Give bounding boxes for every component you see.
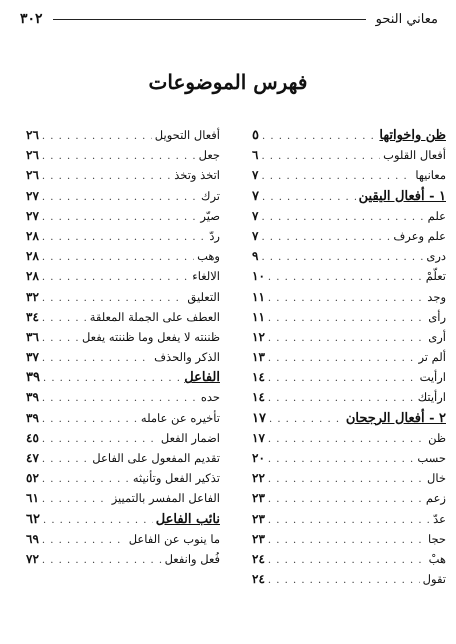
toc-entry-title: رأى bbox=[428, 309, 446, 324]
dot-leader bbox=[42, 272, 189, 283]
toc-entry-title: علم وعرف bbox=[393, 228, 446, 243]
toc-entry-page: ٢٦ bbox=[26, 148, 39, 163]
toc-entry-title: ١ - أفعال اليقين bbox=[358, 188, 446, 204]
toc-entry-page: ١١ bbox=[252, 309, 265, 324]
toc-entry-page: ٧٢ bbox=[26, 551, 39, 566]
toc-entry bbox=[252, 350, 446, 370]
dot-leader bbox=[268, 454, 414, 465]
toc-entry bbox=[252, 249, 446, 269]
dot-leader bbox=[42, 434, 158, 445]
toc-entry bbox=[26, 209, 220, 229]
toc-entry-title: معانيها bbox=[415, 168, 446, 183]
page-number: ٣٠٢ bbox=[20, 11, 43, 27]
dot-leader bbox=[42, 171, 171, 182]
toc-entry bbox=[26, 512, 220, 532]
toc-entry-title: ترك bbox=[200, 188, 220, 203]
toc-entry-page: ٧ bbox=[252, 168, 259, 183]
toc-entry-title: التعليق bbox=[187, 289, 220, 304]
toc-entry-page: ٥٢ bbox=[26, 471, 39, 486]
toc-entry-page: ٦١ bbox=[26, 491, 39, 506]
toc-entry-title: زعم bbox=[425, 491, 446, 506]
toc-entry-title: فُعل وانفعل bbox=[164, 551, 220, 566]
toc-entry-page: ١٤ bbox=[252, 390, 265, 405]
toc-entry-page: ٢٢ bbox=[252, 471, 265, 486]
toc-entry bbox=[252, 189, 446, 209]
toc-entry-title: جعل bbox=[198, 148, 220, 163]
dot-leader bbox=[268, 333, 425, 344]
dot-leader bbox=[261, 171, 412, 182]
dot-leader bbox=[42, 414, 138, 425]
toc-entry-page: ٧ bbox=[252, 188, 259, 204]
toc-entry bbox=[26, 310, 220, 330]
dot-leader bbox=[268, 313, 425, 324]
toc-entry-title: هبْ bbox=[428, 551, 446, 566]
dot-leader bbox=[42, 474, 130, 485]
toc-entry-title: أرى bbox=[428, 329, 446, 344]
toc-entry bbox=[252, 411, 446, 431]
toc-entry-page: ٢٦ bbox=[26, 128, 39, 142]
toc-entry-title: تعلّمْ bbox=[425, 269, 446, 284]
toc-entry-page: ٢٤ bbox=[252, 551, 265, 566]
toc-entry-title: اضمار الفعل bbox=[160, 430, 220, 445]
toc-entry-title: ظننته لا يفعل وما ظننته يفعل bbox=[81, 329, 220, 344]
toc-entry-page: ٤٥ bbox=[26, 430, 39, 445]
toc-entry bbox=[26, 229, 220, 249]
toc-entry-title: تأخيره عن عامله bbox=[140, 410, 220, 425]
toc-entry bbox=[252, 390, 446, 410]
toc-entry-title: ٢ - أفعال الرجحان bbox=[345, 410, 446, 426]
dot-leader bbox=[42, 252, 194, 263]
toc-entry bbox=[26, 390, 220, 410]
toc-column-left bbox=[26, 128, 220, 572]
toc-entry bbox=[252, 290, 446, 310]
toc-entry bbox=[26, 330, 220, 350]
toc-entry-title: ردّ bbox=[209, 228, 220, 243]
toc-entry-page: ٣٦ bbox=[26, 329, 39, 344]
toc-entry-page: ١٠ bbox=[252, 269, 265, 284]
toc-entry bbox=[26, 451, 220, 471]
dot-leader bbox=[42, 454, 89, 465]
toc-entry-page: ٣٩ bbox=[26, 370, 40, 386]
toc-entry-title: الالغاء bbox=[192, 269, 220, 284]
toc-entry-page: ٢٨ bbox=[26, 269, 39, 284]
toc-entry-title: اتخذ وتخذ bbox=[174, 168, 220, 183]
toc-entry-title: ما ينوب عن الفاعل bbox=[128, 531, 220, 546]
toc-entry-title: ظن واخواتها bbox=[379, 128, 446, 143]
toc-entry bbox=[26, 471, 220, 491]
toc-entry bbox=[26, 128, 220, 148]
toc-entry-title: الذكر والحذف bbox=[154, 350, 220, 365]
toc-entry-title: خال bbox=[427, 471, 446, 486]
toc-entry-title: ارأيت bbox=[419, 370, 446, 385]
toc-entry-title: الفاعل bbox=[184, 370, 220, 386]
toc-entry-page: ٦ bbox=[252, 148, 259, 163]
dot-leader bbox=[42, 393, 198, 404]
dot-leader bbox=[268, 373, 417, 384]
toc-entry bbox=[26, 491, 220, 511]
toc-entry-page: ١٤ bbox=[252, 370, 265, 385]
dot-leader bbox=[262, 192, 356, 203]
toc-entry bbox=[26, 269, 220, 289]
toc-entry-title: تقديم المفعول على الفاعل bbox=[92, 451, 220, 465]
dot-leader bbox=[42, 232, 206, 243]
toc-entry-title: ألم تر bbox=[418, 350, 446, 365]
toc-entry bbox=[252, 168, 446, 188]
toc-entry bbox=[252, 532, 446, 552]
toc-entry bbox=[252, 491, 446, 511]
toc-entry-title: تذكير الفعل وتأنيثه bbox=[132, 471, 220, 486]
toc-entry-page: ٣٩ bbox=[26, 390, 39, 405]
toc-entry bbox=[252, 471, 446, 491]
toc-entry bbox=[26, 411, 220, 431]
index-title: فهرس الموضوعات bbox=[148, 70, 308, 94]
toc-entry bbox=[252, 572, 446, 592]
toc-entry-page: ٢٧ bbox=[26, 208, 39, 223]
toc-entry bbox=[252, 451, 446, 471]
dot-leader bbox=[268, 474, 424, 485]
toc-entry bbox=[252, 552, 446, 572]
toc-entry-title: درى bbox=[426, 249, 446, 264]
dot-leader bbox=[261, 212, 424, 223]
toc-entry-title: أفعال القلوب bbox=[383, 148, 446, 163]
dot-leader bbox=[42, 131, 152, 142]
toc-entry bbox=[26, 249, 220, 269]
toc-entry-page: ٦٢ bbox=[26, 511, 40, 527]
toc-entry bbox=[252, 512, 446, 532]
toc-entry bbox=[252, 310, 446, 330]
toc-entry bbox=[252, 148, 446, 168]
dot-leader bbox=[261, 252, 423, 263]
toc-entry-title: عدّ bbox=[433, 511, 446, 526]
dot-leader bbox=[268, 494, 423, 505]
dot-leader bbox=[268, 555, 426, 566]
toc-entry-page: ١٧ bbox=[252, 410, 266, 426]
dot-leader bbox=[261, 151, 380, 162]
toc-entry-title: تقول bbox=[422, 572, 446, 587]
toc-entry bbox=[252, 431, 446, 451]
toc-entry-page: ١٢ bbox=[252, 329, 265, 344]
toc-entry-page: ٢٧ bbox=[26, 188, 39, 203]
toc-entry bbox=[252, 229, 446, 249]
toc-entry-page: ٢٨ bbox=[26, 249, 39, 264]
dot-leader bbox=[42, 535, 126, 546]
dot-leader bbox=[268, 353, 416, 364]
dot-leader bbox=[42, 494, 109, 505]
toc-entry bbox=[26, 350, 220, 370]
header-rule bbox=[53, 19, 366, 20]
dot-leader bbox=[268, 575, 420, 586]
dot-leader bbox=[268, 515, 430, 526]
toc-entry bbox=[26, 189, 220, 209]
toc-entry-title: الفاعل المفسر بالتمييز bbox=[111, 491, 220, 506]
toc-entry bbox=[252, 128, 446, 148]
dot-leader bbox=[268, 434, 425, 445]
dot-leader bbox=[42, 192, 198, 203]
dot-leader bbox=[261, 232, 390, 243]
dot-leader bbox=[268, 293, 424, 304]
dot-leader bbox=[42, 293, 185, 304]
dot-leader bbox=[42, 555, 162, 566]
toc-entry-page: ٣٩ bbox=[26, 410, 39, 425]
dot-leader bbox=[269, 414, 343, 425]
dot-leader bbox=[42, 333, 79, 344]
toc-entry-title: حده bbox=[200, 390, 220, 405]
toc-entry-page: ٣٧ bbox=[26, 350, 39, 365]
toc-entry-title: علم bbox=[427, 208, 446, 223]
toc-entry-page: ٧ bbox=[252, 208, 259, 223]
toc-entry-title: صيّر bbox=[200, 208, 220, 223]
toc-entry-page: ٢٣ bbox=[252, 531, 265, 546]
toc-entry-page: ٢٤ bbox=[252, 572, 265, 587]
dot-leader bbox=[268, 272, 423, 283]
toc-entry-title: حسب bbox=[417, 451, 446, 465]
running-header bbox=[20, 8, 438, 30]
toc-entry-page: ٥ bbox=[252, 128, 259, 143]
toc-entry-page: ٤٧ bbox=[26, 451, 39, 465]
dot-leader bbox=[268, 535, 425, 546]
toc-entry bbox=[26, 552, 220, 572]
toc-entry bbox=[252, 330, 446, 350]
toc-entry bbox=[26, 290, 220, 310]
toc-entry bbox=[252, 370, 446, 390]
toc-entry bbox=[26, 148, 220, 168]
dot-leader bbox=[268, 393, 415, 404]
toc-entry-page: ١٧ bbox=[252, 430, 265, 445]
toc-entry-page: ٢٠ bbox=[252, 451, 265, 465]
dot-leader bbox=[42, 212, 198, 223]
toc-entry-title: حجا bbox=[427, 531, 446, 546]
toc-column-right bbox=[252, 128, 446, 592]
toc-entry-page: ٢٣ bbox=[252, 511, 265, 526]
toc-entry-title: العطف على الجملة المعلقة bbox=[89, 309, 220, 324]
toc-entry-page: ٦٩ bbox=[26, 531, 39, 546]
toc-entry-page: ٢٣ bbox=[252, 491, 265, 506]
dot-leader bbox=[42, 313, 87, 324]
toc-entry-page: ٢٦ bbox=[26, 168, 39, 183]
toc-entry-page: ١٣ bbox=[252, 350, 265, 365]
toc-entry-page: ٩ bbox=[252, 249, 259, 264]
toc-entry-title: نائب الفاعل bbox=[155, 511, 220, 527]
toc-entry-page: ٧ bbox=[252, 228, 259, 243]
toc-entry-page: ٣٢ bbox=[26, 289, 39, 304]
toc-entry-title: ظن bbox=[428, 430, 446, 445]
toc-entry-page: ١١ bbox=[252, 289, 265, 304]
toc-entry-title: وجد bbox=[427, 289, 446, 304]
toc-entry-title: ارأيتك bbox=[417, 390, 446, 405]
toc-entry-page: ٣٤ bbox=[26, 309, 39, 324]
toc-entry bbox=[26, 168, 220, 188]
toc-entry bbox=[26, 370, 220, 390]
dot-leader bbox=[43, 373, 181, 384]
toc-entry bbox=[252, 269, 446, 289]
toc-entry-title: وهب bbox=[197, 249, 220, 264]
dot-leader bbox=[43, 515, 153, 526]
toc-entry bbox=[26, 532, 220, 552]
toc-entry-title: أفعال التحويل bbox=[154, 128, 220, 142]
toc-entry bbox=[26, 431, 220, 451]
toc-entry bbox=[252, 209, 446, 229]
toc-entry-page: ٢٨ bbox=[26, 228, 39, 243]
book-title: معاني النحو bbox=[375, 11, 438, 27]
dot-leader bbox=[42, 151, 196, 162]
dot-leader bbox=[262, 131, 376, 142]
dot-leader bbox=[42, 353, 151, 364]
